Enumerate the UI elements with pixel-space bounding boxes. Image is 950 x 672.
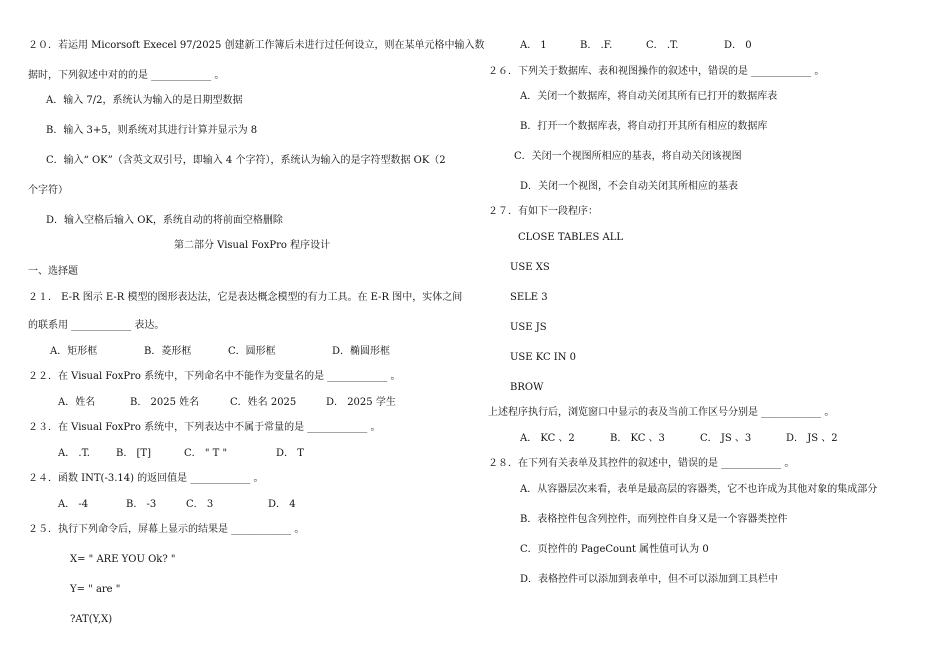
q26-option-d: D．关闭一个视图，不会自动关闭其所相应的基表 <box>520 181 739 192</box>
q25-stem: ２５．执行下列命令后，屏幕上显示的结果是 ____________ 。 <box>28 524 305 535</box>
q22-option-b: B． 2025 姓名 <box>130 397 200 408</box>
q22-option-d: D． 2025 学生 <box>326 397 396 408</box>
q27-code-line1: CLOSE TABLES ALL <box>518 232 623 243</box>
q26-option-a: A．关闭一个数据库，将自动关闭其所有已打开的数据库表 <box>520 91 778 102</box>
q23-option-b: B． [T] <box>116 448 151 459</box>
q21-stem-line2: 的联系用 ____________ 表达。 <box>28 320 165 331</box>
q20-option-c-line1: C．输入“ OK”（含英文双引号，即输入 4 个字符），系统认为输入的是字符型数据 OK（2 <box>46 155 446 166</box>
q22-option-c: C．姓名 2025 <box>230 397 297 408</box>
q26-option-c: C．关闭一个视图所相应的基表，将自动关闭该视图 <box>514 151 742 162</box>
q28-option-c: C．页控件的 PageCount 属性值可认为 0 <box>520 544 709 555</box>
q25-option-c: C． .T. <box>646 40 679 51</box>
q24-stem: ２４．函数 INT(-3.14) 的返回值是 ____________ 。 <box>28 473 264 484</box>
q28-stem: ２８．在下列有关表单及其控件的叙述中，错误的是 ____________ 。 <box>488 458 795 469</box>
q21-option-b: B．菱形框 <box>144 346 192 357</box>
q21-stem-line1: ２１． E-R 图示 E-R 模型的图形表达法，它是表达概念模型的有力工具。在 E-R 图中，实体之间 <box>28 292 463 303</box>
q27-code-line3: SELE 3 <box>510 292 548 303</box>
q21-option-d: D．椭圆形框 <box>332 346 391 357</box>
q27-option-a: A． KC 、2 <box>520 433 575 444</box>
q21-option-c: C．圆形框 <box>228 346 276 357</box>
q24-option-b: B． -3 <box>126 499 157 510</box>
q28-option-a: A．从容器层次来看，表单是最高层的容器类，它不也许成为其他对象的集成部分 <box>520 484 878 495</box>
q24-option-c: C． 3 <box>186 499 214 510</box>
q20-option-c-line2: 个字符） <box>28 185 68 196</box>
q21-option-a: A．矩形框 <box>50 346 98 357</box>
q27-stem: ２７．有如下一段程序： <box>488 206 598 217</box>
q24-option-d: D． 4 <box>268 499 296 510</box>
section-heading: 一、选择题 <box>28 266 78 277</box>
q20-stem-line2: 据时，下列叙述中对的的是 ____________ 。 <box>28 70 225 81</box>
q20-option-a: A．输入 7/2，系统认为输入的是日期型数据 <box>46 95 243 106</box>
q20-option-b: B．输入 3+5，则系统对其进行计算并显示为 8 <box>46 125 258 136</box>
q25-option-b: B． .F. <box>580 40 613 51</box>
q25-code-line1: X= " ARE YOU Ok? " <box>70 554 176 565</box>
q23-option-d: D． T <box>276 448 304 459</box>
q26-option-b: B．打开一个数据库表，将自动打开其所有相应的数据库 <box>520 121 768 132</box>
q27-code-line4: USE JS <box>510 322 547 333</box>
q25-option-d: D． 0 <box>724 40 752 51</box>
q23-option-a: A． .T. <box>58 448 90 459</box>
q25-option-a: A． 1 <box>520 40 547 51</box>
q22-option-a: A．姓名 <box>58 397 96 408</box>
q26-stem: ２６．下列关于数据库、表和视图操作的叙述中，错误的是 ____________ 。 <box>488 66 825 77</box>
q25-code-line2: Y= " are " <box>70 584 121 595</box>
q24-option-a: A． -4 <box>58 499 89 510</box>
q28-option-d: D．表格控件可以添加到表单中，但不可以添加到工具栏中 <box>520 574 779 585</box>
q23-option-c: C． " T " <box>184 448 228 459</box>
q25-code-line3: ?AT(Y,X) <box>70 614 113 625</box>
q20-option-d: D．输入空格后输入 OK，系统自动的将前面空格删除 <box>46 215 283 226</box>
q27-question: 上述程序执行后，浏览窗口中显示的表及当前工作区号分别是 ____________ 。 <box>488 407 835 418</box>
q28-option-b: B．表格控件包含列控件，而列控件自身又是一个容器类控件 <box>520 514 788 525</box>
q27-option-d: D． JS 、2 <box>786 433 838 444</box>
q27-code-line6: BROW <box>510 382 544 393</box>
q22-stem: ２２．在 Visual FoxPro 系统中，下列命名中不能作为变量名的是 ____________ 。 <box>28 371 401 382</box>
q20-stem-line1: ２０．若运用 Micorsoft Execel 97/2025 创建新工作簿后未进行过任何设立，则在某单元格中输入数 <box>28 40 485 51</box>
q23-stem: ２３．在 Visual FoxPro 系统中，下列表达中不属于常量的是 ____________ 。 <box>28 422 381 433</box>
q27-option-b: B． KC 、3 <box>610 433 665 444</box>
q27-option-c: C． JS 、3 <box>700 433 752 444</box>
q27-code-line5: USE KC IN 0 <box>510 352 577 363</box>
q27-code-line2: USE XS <box>510 262 550 273</box>
part2-title: 第二部分 Visual FoxPro 程序设计 <box>174 240 331 251</box>
